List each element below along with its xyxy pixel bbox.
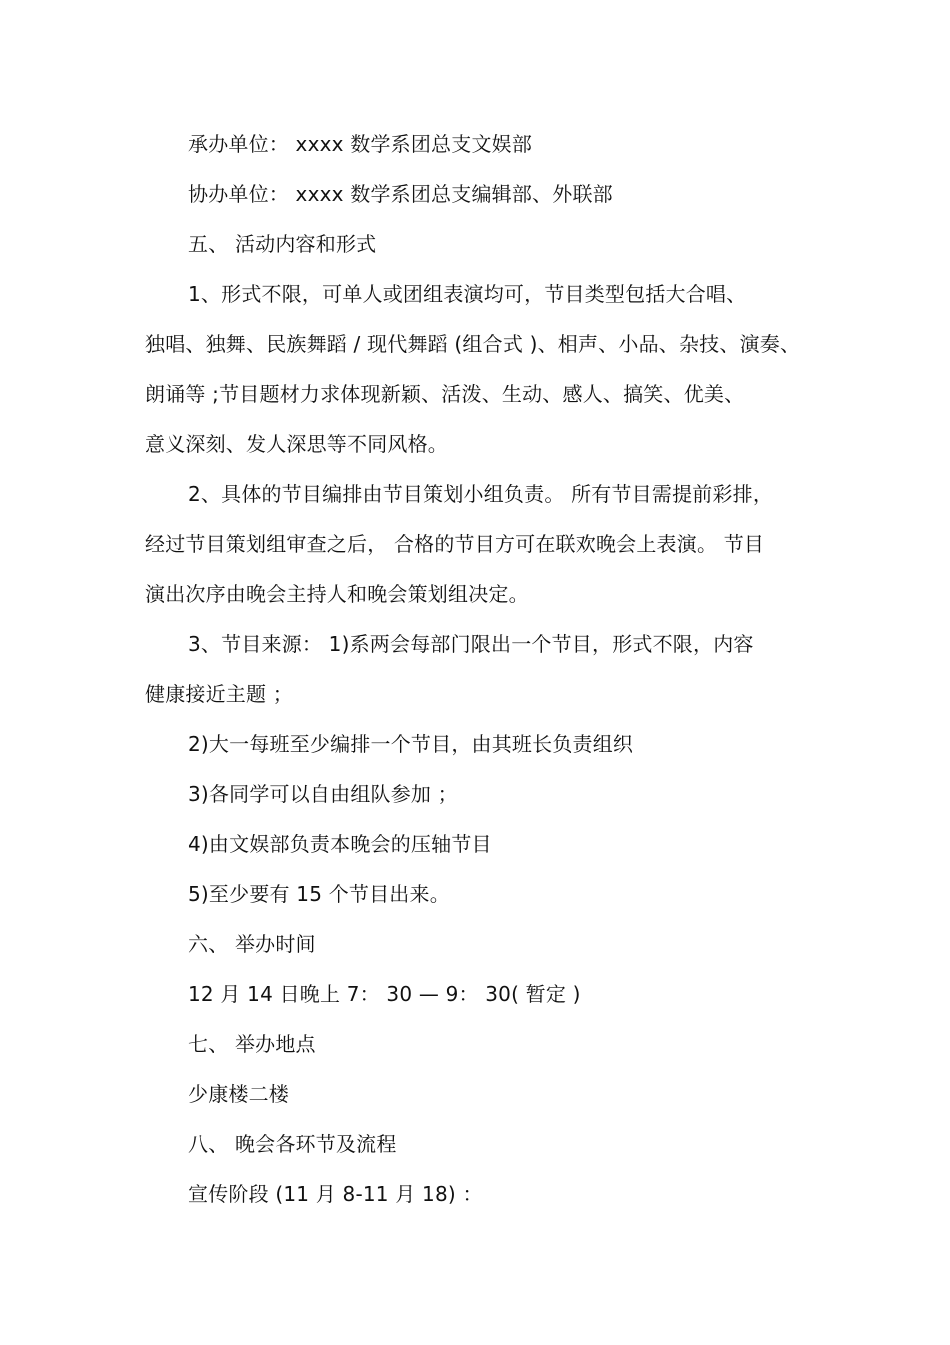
event-time: 12 月 14 日晚上 7： 30 — 9： 30( 暂定 ) (188, 982, 581, 1006)
organizer-line: 承办单位： xxxx 数学系团总支文娱部 (188, 132, 533, 156)
paragraph-line: 演出次序由晚会主持人和晚会策划组决定。 (145, 582, 529, 606)
paragraph-line: 朗诵等 ;节目题材力求体现新颖、活泼、生动、感人、搞笑、优美、 (145, 382, 745, 406)
promotion-phase: 宣传阶段 (11 月 8-11 月 18) ： (188, 1182, 483, 1206)
section-heading-five: 五、 活动内容和形式 (188, 232, 377, 256)
section-heading-six: 六、 举办时间 (188, 932, 316, 956)
section-heading-eight: 八、 晚会各环节及流程 (188, 1132, 397, 1156)
paragraph-line: 2、具体的节目编排由节目策划小组负责。 所有节目需提前彩排， (188, 482, 774, 506)
paragraph-line: 意义深刻、发人深思等不同风格。 (145, 432, 448, 456)
section-heading-seven: 七、 举办地点 (188, 1032, 316, 1056)
co-organizer-line: 协办单位： xxxx 数学系团总支编辑部、外联部 (188, 182, 613, 206)
paragraph-line: 健康接近主题 ； (145, 682, 293, 706)
paragraph-line: 独唱、独舞、民族舞蹈 / 现代舞蹈 (组合式 )、相声、小品、杂技、演奏、 (145, 332, 801, 356)
paragraph-line: 经过节目策划组审查之后， 合格的节目方可在联欢晚会上表演。 节目 (145, 532, 765, 556)
paragraph-line: 1、形式不限，可单人或团组表演均可，节目类型包括大合唱、 (188, 282, 747, 306)
list-item: 5)至少要有 15 个节目出来。 (188, 882, 450, 906)
event-venue: 少康楼二楼 (188, 1082, 289, 1106)
list-item: 2)大一每班至少编排一个节目，由其班长负责组织 (188, 732, 634, 756)
list-item: 3)各同学可以自由组队参加 ； (188, 782, 458, 806)
paragraph-line: 3、节目来源： 1)系两会每部门限出一个节目，形式不限，内容 (188, 632, 754, 656)
list-item: 4)由文娱部负责本晚会的压轴节目 (188, 832, 492, 856)
